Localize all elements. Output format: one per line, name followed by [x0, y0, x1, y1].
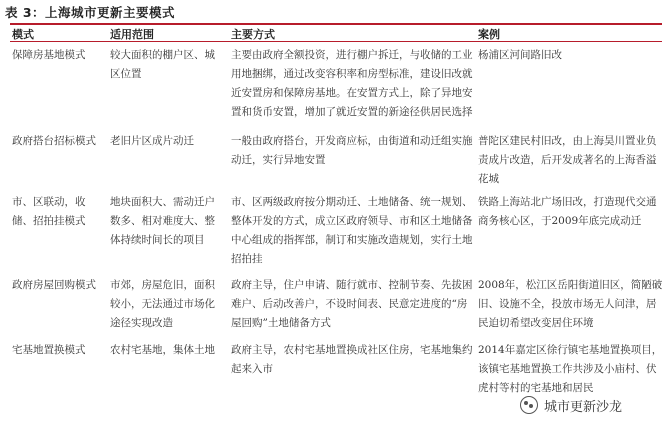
row-case: 杨浦区河间路旧改 [478, 49, 562, 61]
row-scope: 老旧片区成片动迁 [110, 135, 194, 147]
table-header [10, 25, 662, 41]
row-mode: 市、区联动，收储、招拍挂模式 [12, 196, 86, 227]
row-method: 政府主导，农村宅基地置换成社区住房，宅基地集约起来入市 [231, 344, 473, 375]
header-mode: 模式 [12, 28, 34, 41]
row-method: 主要由政府全额投资，进行棚户拆迁，与收储的工业用地捆绑，通过改变容积率和房型标准，建设旧改就近安置房和保障房基地。在安置方式上，除了异地安置和货币安置，增加了就近安置的新途径供居民选择 [231, 49, 473, 118]
row-case: 普陀区建民村旧改，由上海昊川置业负责成片改造，后开发成著名的上海香溢花城 [478, 135, 657, 185]
row-scope: 地块面积大、需动迁户数多、相对难度大、整体持续时间长的项目 [110, 196, 215, 246]
header-bottom-rule [10, 41, 662, 42]
row-mode: 保障房基地模式 [12, 49, 86, 61]
watermark [520, 392, 660, 418]
watermark-text: 城市更新沙龙 [544, 399, 623, 415]
row-case: 铁路上海站北广场旧改，打造现代交通商务核心区，于2009年底完成动迁 [478, 196, 657, 227]
row-scope: 农村宅基地，集体土地 [110, 344, 215, 356]
row-case: 2014年嘉定区徐行镇宅基地置换项目，该镇宅基地置换工作共涉及小庙村、伏虎村等村的宅基地和居民 [478, 344, 663, 394]
header-case: 案例 [478, 28, 500, 41]
row-method: 政府主导，住户申请、随行就市、控制节奏、先拔困难户、后动改善户，不设时间表、民意定进度的“房屋回购”土地储备方式 [231, 279, 473, 329]
row-mode: 宅基地置换模式 [12, 344, 86, 356]
row-method: 市、区两级政府按分期动迁、土地储备、统一规划、整体开发的方式，成立区政府领导、市和区土地储备中心组成的指挥部，制订和实施改造规划，实行土地招拍挂 [231, 196, 473, 265]
table-title: 表 3：上海城市更新主要模式 [5, 5, 176, 20]
row-method: 一般由政府搭台，开发商应标，由街道和动迁组实施动迁，实行异地安置 [231, 135, 473, 166]
row-case: 2008年，松江区岳阳街道旧区，简陋破旧、设施不全，投放市场无人问津，居民迫切希望改变居住环境 [478, 279, 663, 329]
wechat-icon [520, 396, 538, 414]
row-mode: 政府搭台招标模式 [12, 135, 96, 147]
row-scope: 市郊，房屋危旧，面积较小，无法通过市场化途径实现改造 [110, 279, 215, 329]
row-scope: 较大面积的棚户区、城区位置 [110, 49, 215, 80]
header-method: 主要方式 [231, 28, 275, 41]
header-scope: 适用范围 [110, 28, 154, 41]
row-mode: 政府房屋回购模式 [12, 279, 96, 291]
